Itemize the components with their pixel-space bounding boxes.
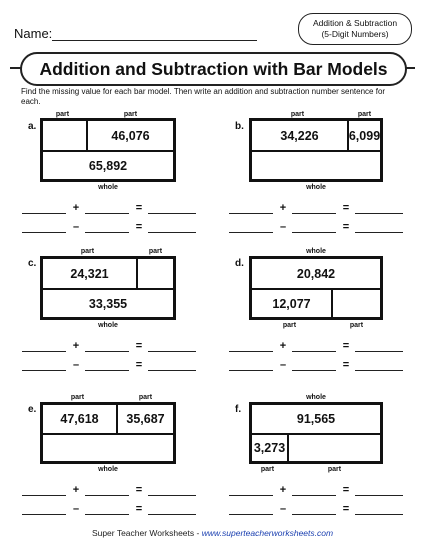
answer-blank[interactable] xyxy=(85,232,129,233)
plus-sign: + xyxy=(279,202,287,214)
problem-a-whole: 65,892 xyxy=(42,151,174,180)
footer-separator: - xyxy=(194,528,202,538)
problem-b-whole-label: whole xyxy=(306,184,326,191)
answer-blank[interactable] xyxy=(22,232,66,233)
problem-f-whole-label: whole xyxy=(306,394,326,401)
answer-blank[interactable] xyxy=(229,232,273,233)
problem-e-part-label: part xyxy=(138,394,153,401)
answer-blank[interactable] xyxy=(148,370,196,371)
name-field-line[interactable] xyxy=(52,40,257,41)
problem-f-bar-model xyxy=(249,402,383,464)
equals-sign: = xyxy=(135,202,143,214)
equals-sign: = xyxy=(342,221,350,233)
problem-a-letter: a. xyxy=(28,121,37,132)
answer-blank[interactable] xyxy=(355,495,403,496)
plus-sign: + xyxy=(72,340,80,352)
equals-sign: = xyxy=(135,340,143,352)
problem-e-missing-whole[interactable] xyxy=(42,434,174,462)
minus-sign: – xyxy=(72,359,80,371)
equals-sign: = xyxy=(342,202,350,214)
answer-blank[interactable] xyxy=(148,213,196,214)
topic-badge-line1: Addition & Subtraction xyxy=(312,18,398,28)
problem-f-whole: 91,565 xyxy=(251,404,381,434)
problem-b-part-label: part xyxy=(290,111,305,118)
problem-c-letter: c. xyxy=(28,258,37,269)
answer-blank[interactable] xyxy=(85,351,129,352)
problem-c-missing-part[interactable] xyxy=(137,258,174,289)
problem-d-missing-part[interactable] xyxy=(332,289,381,318)
problem-a-bar-model xyxy=(40,118,176,182)
problem-c-whole-label: whole xyxy=(98,322,118,329)
problem-c-part-label: part xyxy=(148,248,163,255)
problem-e-bar-model xyxy=(40,402,176,464)
answer-blank[interactable] xyxy=(22,514,66,515)
problem-b-part-label: part xyxy=(357,111,372,118)
minus-sign: – xyxy=(279,221,287,233)
equals-sign: = xyxy=(342,340,350,352)
equals-sign: = xyxy=(135,221,143,233)
problem-a-missing-part[interactable] xyxy=(42,120,87,151)
problem-e-part: 47,618 xyxy=(42,404,117,434)
problem-f-part-label: part xyxy=(260,466,275,473)
topic-badge xyxy=(298,13,412,45)
instructions: Find the missing value for each bar model. Then write an addition and subtraction number sentence for each. xyxy=(21,87,386,106)
answer-blank[interactable] xyxy=(292,514,336,515)
answer-blank[interactable] xyxy=(292,495,336,496)
footer-brand: Super Teacher Worksheets xyxy=(91,528,195,538)
problem-d-whole: 20,842 xyxy=(251,258,381,289)
answer-blank[interactable] xyxy=(355,514,403,515)
problem-a-part-label: part xyxy=(123,111,138,118)
name-label: Name: xyxy=(14,26,53,41)
problem-a-whole-label: whole xyxy=(98,184,118,191)
problem-f-missing-part[interactable] xyxy=(288,434,381,462)
answer-blank[interactable] xyxy=(85,370,129,371)
answer-blank[interactable] xyxy=(148,232,196,233)
problem-d-whole-label: whole xyxy=(306,248,326,255)
problem-d-bar-model xyxy=(249,256,383,320)
problem-c-whole: 33,355 xyxy=(42,289,174,318)
equals-sign: = xyxy=(135,359,143,371)
answer-blank[interactable] xyxy=(22,370,66,371)
problem-e-part-label: part xyxy=(70,394,85,401)
worksheet-title: Addition and Subtraction with Bar Models xyxy=(20,52,407,86)
answer-blank[interactable] xyxy=(292,370,336,371)
problem-f-part-label: part xyxy=(327,466,342,473)
problem-d-part-label: part xyxy=(282,322,297,329)
answer-blank[interactable] xyxy=(229,213,273,214)
problem-b-part: 34,226 xyxy=(251,120,348,151)
answer-blank[interactable] xyxy=(22,495,66,496)
equals-sign: = xyxy=(135,503,143,515)
answer-blank[interactable] xyxy=(22,213,66,214)
footer xyxy=(0,528,425,538)
problem-d-part-label: part xyxy=(349,322,364,329)
problem-d-part: 12,077 xyxy=(251,289,332,318)
answer-blank[interactable] xyxy=(229,370,273,371)
problem-b-bar-model xyxy=(249,118,383,182)
problem-c-part: 24,321 xyxy=(42,258,137,289)
problem-e-letter: e. xyxy=(28,404,37,415)
plus-sign: + xyxy=(279,484,287,496)
answer-blank[interactable] xyxy=(292,213,336,214)
answer-blank[interactable] xyxy=(355,351,403,352)
equals-sign: = xyxy=(135,484,143,496)
problem-b-missing-whole[interactable] xyxy=(251,151,381,180)
problem-f-letter: f. xyxy=(235,404,242,415)
answer-blank[interactable] xyxy=(148,351,196,352)
answer-blank[interactable] xyxy=(148,495,196,496)
answer-blank[interactable] xyxy=(355,213,403,214)
answer-blank[interactable] xyxy=(229,351,273,352)
plus-sign: + xyxy=(279,340,287,352)
problem-b-part: 6,099 xyxy=(348,120,381,151)
problem-a-part: 46,076 xyxy=(87,120,174,151)
problem-d-letter: d. xyxy=(235,258,244,269)
topic-badge-line2: (5-Digit Numbers) xyxy=(321,29,389,39)
answer-blank[interactable] xyxy=(355,370,403,371)
plus-sign: + xyxy=(72,484,80,496)
answer-blank[interactable] xyxy=(292,351,336,352)
problem-e-part: 35,687 xyxy=(117,404,174,434)
problem-b-letter: b. xyxy=(235,121,244,132)
problem-a-part-label: part xyxy=(55,111,70,118)
minus-sign: – xyxy=(72,503,80,515)
equals-sign: = xyxy=(342,359,350,371)
minus-sign: – xyxy=(279,359,287,371)
problem-c-bar-model xyxy=(40,256,176,320)
answer-blank[interactable] xyxy=(22,351,66,352)
equals-sign: = xyxy=(342,484,350,496)
answer-blank[interactable] xyxy=(229,514,273,515)
problem-e-whole-label: whole xyxy=(98,466,118,473)
minus-sign: – xyxy=(72,221,80,233)
problem-f-part: 3,273 xyxy=(251,434,288,462)
answer-blank[interactable] xyxy=(229,495,273,496)
plus-sign: + xyxy=(72,202,80,214)
answer-blank[interactable] xyxy=(292,232,336,233)
answer-blank[interactable] xyxy=(85,495,129,496)
answer-blank[interactable] xyxy=(85,514,129,515)
answer-blank[interactable] xyxy=(355,232,403,233)
answer-blank[interactable] xyxy=(148,514,196,515)
equals-sign: = xyxy=(342,503,350,515)
footer-url-link[interactable]: www.superteacherworksheets.com xyxy=(201,528,334,538)
answer-blank[interactable] xyxy=(85,213,129,214)
minus-sign: – xyxy=(279,503,287,515)
problem-c-part-label: part xyxy=(80,248,95,255)
